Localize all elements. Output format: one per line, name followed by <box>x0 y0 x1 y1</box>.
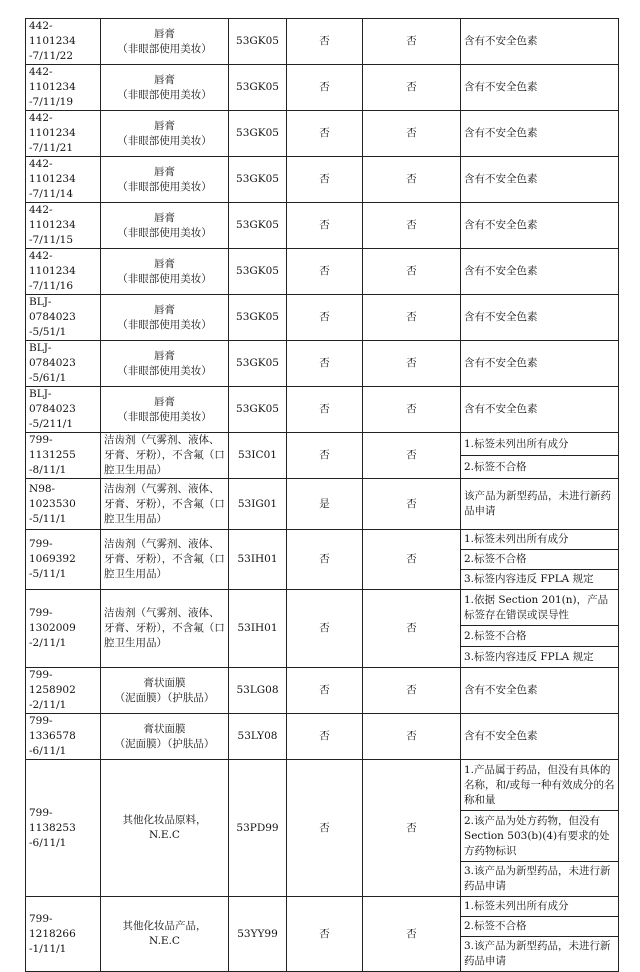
product-code: 53GK05 <box>229 203 287 249</box>
flag-a: 否 <box>287 19 363 65</box>
flag-b: 否 <box>363 65 461 111</box>
product-code: 53GK05 <box>229 249 287 295</box>
flag-a: 否 <box>287 249 363 295</box>
flag-b: 否 <box>363 295 461 341</box>
entry-number: 442-1101234 -7/11/19 <box>26 65 101 111</box>
refusal-reason: 3.该产品为新型药品，未进行新药品申请 <box>461 862 619 897</box>
product-name: 膏状面膜 （泥面膜）（护肤品） <box>101 714 229 760</box>
product-name: 唇膏 （非眼部使用美妆） <box>101 295 229 341</box>
entry-number: 799-1138253 -6/11/1 <box>26 760 101 897</box>
entry-number: 799-1258902 -2/11/1 <box>26 668 101 714</box>
table-row <box>26 249 619 295</box>
flag-b: 否 <box>363 714 461 760</box>
product-code: 53GK05 <box>229 341 287 387</box>
refusal-reason: 2.标签不合格 <box>461 626 619 647</box>
flag-b: 否 <box>363 433 461 479</box>
refusal-reason: 含有不安全色素 <box>461 65 619 111</box>
product-name: 唇膏 （非眼部使用美妆） <box>101 65 229 111</box>
product-code: 53GK05 <box>229 157 287 203</box>
table-row <box>26 387 619 433</box>
product-code: 53GK05 <box>229 111 287 157</box>
table-row <box>26 295 619 341</box>
refusal-reason: 含有不安全色素 <box>461 111 619 157</box>
product-code: 53IH01 <box>229 590 287 668</box>
flag-b: 否 <box>363 479 461 530</box>
table-row <box>26 433 619 456</box>
flag-a: 否 <box>287 65 363 111</box>
table-row <box>26 479 619 530</box>
flag-b: 否 <box>363 760 461 897</box>
flag-a: 否 <box>287 897 363 972</box>
flag-b: 否 <box>363 157 461 203</box>
entry-number: BLJ-0784023 -5/61/1 <box>26 341 101 387</box>
refusal-reason: 2.标签不合格 <box>461 917 619 937</box>
entry-number: 799-1131255 -8/11/1 <box>26 433 101 479</box>
refusal-reason: 1.产品属于药品，但没有具体的名称，和/或每一种有效成分的名称和量 <box>461 760 619 811</box>
entry-number: 799-1336578 -6/11/1 <box>26 714 101 760</box>
table-row <box>26 19 619 65</box>
product-code: 53IG01 <box>229 479 287 530</box>
product-name: 洁齿剂（气雾剂、液体、 牙膏、牙粉），不含氟（口 腔卫生用品） <box>101 479 229 530</box>
entry-number: 442-1101234 -7/11/21 <box>26 111 101 157</box>
refusal-reason: 1.标签未列出所有成分 <box>461 897 619 917</box>
table-row <box>26 341 619 387</box>
product-name: 其他化妆品原料， N.E.C <box>101 760 229 897</box>
flag-b: 否 <box>363 897 461 972</box>
refusal-reason: 含有不安全色素 <box>461 387 619 433</box>
entry-number: 442-1101234 -7/11/14 <box>26 157 101 203</box>
flag-a: 否 <box>287 111 363 157</box>
flag-b: 否 <box>363 387 461 433</box>
entry-number: 442-1101234 -7/11/16 <box>26 249 101 295</box>
refusal-reason: 含有不安全色素 <box>461 668 619 714</box>
flag-a: 否 <box>287 760 363 897</box>
flag-b: 否 <box>363 249 461 295</box>
product-code: 53IH01 <box>229 530 287 590</box>
refusal-reason: 含有不安全色素 <box>461 19 619 65</box>
entry-number: 442-1101234 -7/11/22 <box>26 19 101 65</box>
entry-number: 799-1218266 -1/11/1 <box>26 897 101 972</box>
product-name: 唇膏 （非眼部使用美妆） <box>101 387 229 433</box>
refusal-reason: 1.标签未列出所有成分 <box>461 530 619 550</box>
flag-a: 否 <box>287 203 363 249</box>
table-row <box>26 157 619 203</box>
flag-b: 否 <box>363 590 461 668</box>
product-code: 53GK05 <box>229 295 287 341</box>
flag-a: 否 <box>287 387 363 433</box>
recall-table <box>25 18 619 972</box>
product-code: 53PD99 <box>229 760 287 897</box>
refusal-reason: 3.标签内容违反 FPLA 规定 <box>461 570 619 590</box>
flag-a: 是 <box>287 479 363 530</box>
product-name: 唇膏 （非眼部使用美妆） <box>101 111 229 157</box>
flag-b: 否 <box>363 19 461 65</box>
entry-number: BLJ-0784023 -5/211/1 <box>26 387 101 433</box>
flag-b: 否 <box>363 341 461 387</box>
refusal-reason: 含有不安全色素 <box>461 249 619 295</box>
product-code: 53LY08 <box>229 714 287 760</box>
product-code: 53YY99 <box>229 897 287 972</box>
table-row <box>26 590 619 626</box>
product-code: 53LG08 <box>229 668 287 714</box>
refusal-reason: 3.该产品为新型药品，未进行新药品申请 <box>461 937 619 972</box>
entry-number: 442-1101234 -7/11/15 <box>26 203 101 249</box>
flag-b: 否 <box>363 111 461 157</box>
table-row <box>26 714 619 760</box>
table-row <box>26 760 619 811</box>
refusal-reason: 含有不安全色素 <box>461 341 619 387</box>
product-code: 53GK05 <box>229 19 287 65</box>
refusal-reason: 2.标签不合格 <box>461 550 619 570</box>
product-name: 唇膏 （非眼部使用美妆） <box>101 341 229 387</box>
flag-b: 否 <box>363 203 461 249</box>
table-row <box>26 530 619 550</box>
product-name: 洁齿剂（气雾剂、液体、 牙膏、牙粉），不含氟（口 腔卫生用品） <box>101 530 229 590</box>
refusal-reason: 3.标签内容违反 FPLA 规定 <box>461 647 619 668</box>
product-name: 唇膏 （非眼部使用美妆） <box>101 203 229 249</box>
product-name: 其他化妆品产品， N.E.C <box>101 897 229 972</box>
product-code: 53GK05 <box>229 65 287 111</box>
flag-a: 否 <box>287 157 363 203</box>
flag-a: 否 <box>287 295 363 341</box>
flag-b: 否 <box>363 530 461 590</box>
table-row <box>26 203 619 249</box>
flag-a: 否 <box>287 433 363 479</box>
entry-number: 799-1302009 -2/11/1 <box>26 590 101 668</box>
product-name: 膏状面膜 （泥面膜）（护肤品） <box>101 668 229 714</box>
refusal-reason: 2.该产品为处方药物，但没有 Section 503(b)(4)有要求的处方药物标识 <box>461 811 619 862</box>
table-row <box>26 111 619 157</box>
table-row <box>26 897 619 917</box>
refusal-reason: 2.标签不合格 <box>461 456 619 479</box>
refusal-reason: 该产品为新型药品，未进行新药品申请 <box>461 479 619 530</box>
table-row <box>26 65 619 111</box>
entry-number: 799-1069392 -5/11/1 <box>26 530 101 590</box>
refusal-reason: 含有不安全色素 <box>461 714 619 760</box>
refusal-reason: 1.标签未列出所有成分 <box>461 433 619 456</box>
entry-number: N98-1023530 -5/11/1 <box>26 479 101 530</box>
refusal-reason: 1.依据 Section 201(n)，产品标签存在错误或误导性 <box>461 590 619 626</box>
product-name: 洁齿剂（气雾剂、液体、 牙膏、牙粉），不含氟（口 腔卫生用品） <box>101 433 229 479</box>
product-name: 唇膏 （非眼部使用美妆） <box>101 157 229 203</box>
product-code: 53IC01 <box>229 433 287 479</box>
table-row <box>26 668 619 714</box>
refusal-reason: 含有不安全色素 <box>461 203 619 249</box>
product-name: 唇膏 （非眼部使用美妆） <box>101 19 229 65</box>
product-name: 洁齿剂（气雾剂、液体、 牙膏、牙粉），不含氟（口 腔卫生用品） <box>101 590 229 668</box>
entry-number: BLJ-0784023 -5/51/1 <box>26 295 101 341</box>
product-name: 唇膏 （非眼部使用美妆） <box>101 249 229 295</box>
product-code: 53GK05 <box>229 387 287 433</box>
refusal-reason: 含有不安全色素 <box>461 157 619 203</box>
flag-a: 否 <box>287 668 363 714</box>
flag-a: 否 <box>287 341 363 387</box>
flag-a: 否 <box>287 530 363 590</box>
flag-a: 否 <box>287 714 363 760</box>
flag-b: 否 <box>363 668 461 714</box>
flag-a: 否 <box>287 590 363 668</box>
refusal-reason: 含有不安全色素 <box>461 295 619 341</box>
